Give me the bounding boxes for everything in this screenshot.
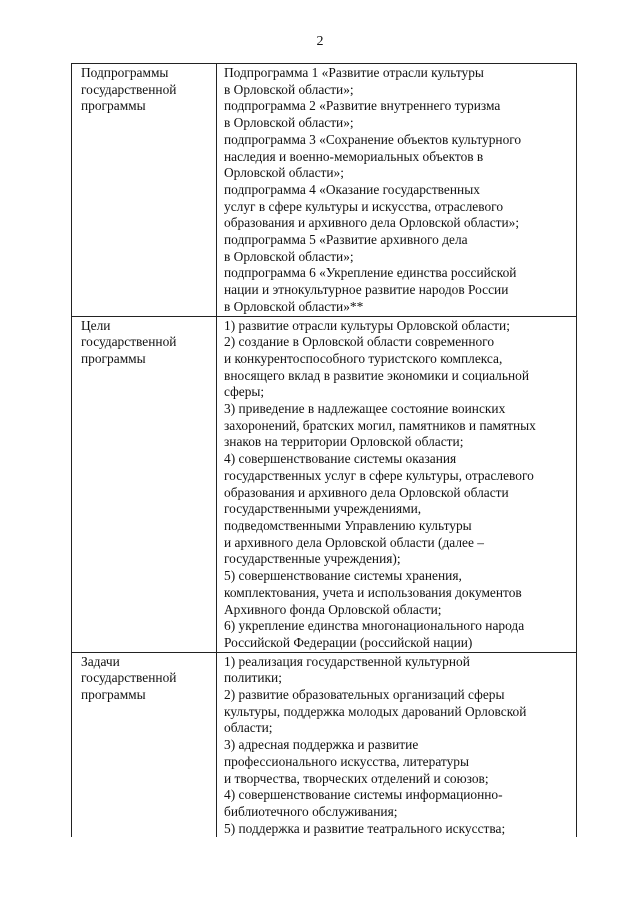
content-line: государственными учреждениями, <box>224 501 422 517</box>
row-content-tasks <box>217 652 577 837</box>
content-line: 5) совершенствование системы хранения, <box>224 568 462 584</box>
label-line: государственной <box>81 81 177 97</box>
label-line: программы <box>81 98 146 114</box>
content-line: 3) адресная поддержка и развитие <box>224 737 419 753</box>
label-line: программы <box>81 350 146 366</box>
content-line: сферы; <box>224 384 265 400</box>
table-row-tasks <box>72 652 577 837</box>
content-line: профессионального искусства, литературы <box>224 753 469 769</box>
row-label-tasks <box>72 652 217 837</box>
content-line: области; <box>224 720 273 736</box>
content-line: 4) совершенствование системы оказания <box>224 451 457 467</box>
content-line: нации и этнокультурное развитие народов России <box>224 282 509 298</box>
content-line: в Орловской области»; <box>224 248 354 264</box>
content-line: подпрограмма 5 «Развитие архивного дела <box>224 232 468 248</box>
content-line: подпрограмма 6 «Укрепление единства российской <box>224 265 517 281</box>
content-line: подведомственными Управлению культуры <box>224 517 472 533</box>
content-line: и конкурентоспособного туристского комплекса, <box>224 350 503 366</box>
content-line: 2) развитие образовательных организаций сферы <box>224 687 505 703</box>
content-line: Архивного фонда Орловской области; <box>224 601 442 617</box>
row-label-goals <box>72 316 217 652</box>
content-line: 3) приведение в надлежащее состояние воинских <box>224 401 506 417</box>
content-line: государственных услуг в сфере культуры, отраслевого <box>224 467 534 483</box>
content-line: услуг в сфере культуры и искусства, отраслевого <box>224 198 504 214</box>
content-line: 1) развитие отрасли культуры Орловской области; <box>224 317 510 333</box>
content-line: культуры, поддержка молодых дарований Орловской <box>224 703 527 719</box>
label-line: Подпрограммы <box>81 65 169 80</box>
label-line: государственной <box>81 334 177 350</box>
content-line: политики; <box>224 670 282 686</box>
label-line: Цели <box>81 317 111 333</box>
table-row-subprograms <box>72 64 577 317</box>
content-line: в Орловской области»; <box>224 115 354 131</box>
content-line: и творчества, творческих отделений и союзов; <box>224 770 489 786</box>
program-passport-table <box>71 63 577 837</box>
content-line: Российской Федерации (российской нации) <box>224 634 473 650</box>
content-line: 2) создание в Орловской области современного <box>224 334 495 350</box>
content-line: государственные учреждения); <box>224 551 401 567</box>
row-content-subprograms <box>217 64 577 317</box>
content-line: подпрограмма 4 «Оказание государственных <box>224 181 480 197</box>
content-line: Орловской области»; <box>224 165 344 181</box>
table-row-goals <box>72 316 577 652</box>
content-line: подпрограмма 2 «Развитие внутреннего туризма <box>224 98 501 114</box>
content-line: в Орловской области»; <box>224 81 354 97</box>
content-line: и архивного дела Орловской области (далее – <box>224 534 484 550</box>
content-line: знаков на территории Орловской области; <box>224 434 464 450</box>
content-line: подпрограмма 3 «Сохранение объектов культурного <box>224 131 522 147</box>
content-line: комплектования, учета и использования документов <box>224 584 522 600</box>
content-line: Подпрограмма 1 «Развитие отрасли культуры <box>224 65 484 80</box>
row-content-goals <box>217 316 577 652</box>
content-line: захоронений, братских могил, памятников и памятных <box>224 417 536 433</box>
content-line: в Орловской области»** <box>224 298 364 314</box>
content-line: вносящего вклад в развитие экономики и социальной <box>224 367 529 383</box>
row-label-subprograms <box>72 64 217 317</box>
label-line: программы <box>81 687 146 703</box>
content-line: библиотечного обслуживания; <box>224 803 398 819</box>
page-number: 2 <box>316 34 324 49</box>
content-line: 1) реализация государственной культурной <box>224 653 470 669</box>
content-line: 5) поддержка и развитие театрального искусства; <box>224 820 506 836</box>
label-line: Задачи <box>81 653 120 669</box>
content-line: 4) совершенствование системы информационно- <box>224 787 503 803</box>
content-line: наследия и военно-мемориальных объектов в <box>224 148 484 164</box>
content-line: образования и архивного дела Орловской области»; <box>224 215 520 231</box>
label-line: государственной <box>81 670 177 686</box>
content-line: образования и архивного дела Орловской области <box>224 484 509 500</box>
content-line: 6) укрепление единства многонационального народа <box>224 618 525 634</box>
